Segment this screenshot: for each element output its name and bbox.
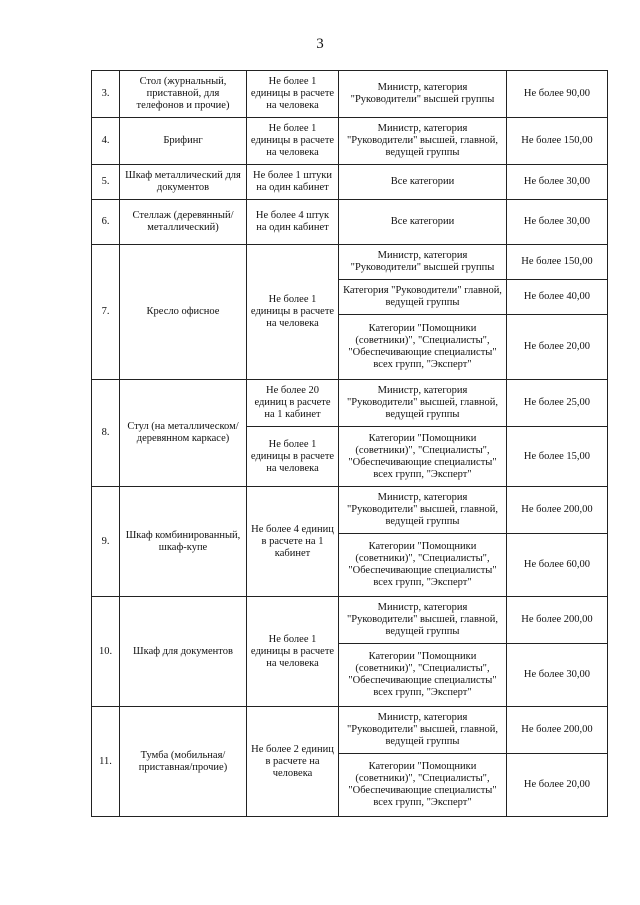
quantity-norm: Не более 1 единицы в расчете на человека — [247, 118, 339, 165]
row-number: 5. — [92, 165, 120, 200]
item-name: Кресло офисное — [120, 245, 247, 380]
price-limit: Не более 20,00 — [507, 754, 608, 817]
item-name: Брифинг — [120, 118, 247, 165]
item-name: Стол (журнальный, приставной, для телефонов и прочие) — [120, 71, 247, 118]
quantity-norm: Не более 2 единиц в расчете на человека — [247, 707, 339, 817]
price-limit: Не более 200,00 — [507, 487, 608, 534]
table-row — [92, 71, 608, 118]
table-row — [92, 597, 608, 644]
row-number: 10. — [92, 597, 120, 707]
item-name: Стул (на металлическом/деревянном каркасе) — [120, 380, 247, 487]
price-limit: Не более 60,00 — [507, 534, 608, 597]
quantity-norm: Не более 1 единицы в расчете на человека — [247, 71, 339, 118]
table-row — [92, 245, 608, 280]
employee-category: Категории "Помощники (советники)", "Специалисты", "Обеспечивающие специалисты" всех групп, "Эксперт" — [339, 315, 507, 380]
item-name: Тумба (мобильная/приставная/прочие) — [120, 707, 247, 817]
furniture-norms-table — [91, 70, 608, 817]
row-number: 7. — [92, 245, 120, 380]
quantity-norm: Не более 4 единиц в расчете на 1 кабинет — [247, 487, 339, 597]
employee-category: Министр, категория "Руководители" высшей, главной, ведущей группы — [339, 707, 507, 754]
employee-category: Категория "Руководители" главной, ведущей группы — [339, 280, 507, 315]
employee-category: Категории "Помощники (советники)", "Специалисты", "Обеспечивающие специалисты" всех групп, "Эксперт" — [339, 754, 507, 817]
quantity-norm: Не более 20 единиц в расчете на 1 кабинет — [247, 380, 339, 427]
item-name: Шкаф металлический для документов — [120, 165, 247, 200]
price-limit: Не более 25,00 — [507, 380, 608, 427]
employee-category: Министр, категория "Руководители" высшей, главной, ведущей группы — [339, 487, 507, 534]
price-limit: Не более 200,00 — [507, 707, 608, 754]
item-name: Шкаф для документов — [120, 597, 247, 707]
row-number: 4. — [92, 118, 120, 165]
quantity-norm: Не более 1 единицы в расчете на человека — [247, 245, 339, 380]
employee-category: Категории "Помощники (советники)", "Специалисты", "Обеспечивающие специалисты" всех групп, "Эксперт" — [339, 427, 507, 487]
row-number: 9. — [92, 487, 120, 597]
price-limit: Не более 20,00 — [507, 315, 608, 380]
employee-category: Все категории — [339, 200, 507, 245]
quantity-norm: Не более 1 единицы в расчете на человека — [247, 427, 339, 487]
table-row — [92, 707, 608, 754]
table-row — [92, 165, 608, 200]
price-limit: Не более 15,00 — [507, 427, 608, 487]
quantity-norm: Не более 1 единицы в расчете на человека — [247, 597, 339, 707]
employee-category: Все категории — [339, 165, 507, 200]
table-row — [92, 200, 608, 245]
row-number: 6. — [92, 200, 120, 245]
price-limit: Не более 30,00 — [507, 644, 608, 707]
price-limit: Не более 30,00 — [507, 165, 608, 200]
price-limit: Не более 90,00 — [507, 71, 608, 118]
price-limit: Не более 150,00 — [507, 245, 608, 280]
item-name: Шкаф комбинированный, шкаф-купе — [120, 487, 247, 597]
table-row — [92, 118, 608, 165]
employee-category: Министр, категория "Руководители" высшей, главной, ведущей группы — [339, 118, 507, 165]
row-number: 11. — [92, 707, 120, 817]
employee-category: Категории "Помощники (советники)", "Специалисты", "Обеспечивающие специалисты" всех групп, "Эксперт" — [339, 534, 507, 597]
price-limit: Не более 40,00 — [507, 280, 608, 315]
quantity-norm: Не более 1 штуки на один кабинет — [247, 165, 339, 200]
page-number: 3 — [316, 36, 324, 52]
row-number: 3. — [92, 71, 120, 118]
employee-category: Министр, категория "Руководители" высшей группы — [339, 71, 507, 118]
employee-category: Категории "Помощники (советники)", "Специалисты", "Обеспечивающие специалисты" всех групп, "Эксперт" — [339, 644, 507, 707]
table-row — [92, 487, 608, 534]
employee-category: Министр, категория "Руководители" высшей группы — [339, 245, 507, 280]
price-limit: Не более 200,00 — [507, 597, 608, 644]
employee-category: Министр, категория "Руководители" высшей, главной, ведущей группы — [339, 380, 507, 427]
employee-category: Министр, категория "Руководители" высшей, главной, ведущей группы — [339, 597, 507, 644]
price-limit: Не более 150,00 — [507, 118, 608, 165]
row-number: 8. — [92, 380, 120, 487]
table-row — [92, 380, 608, 427]
item-name: Стеллаж (деревянный/металлический) — [120, 200, 247, 245]
price-limit: Не более 30,00 — [507, 200, 608, 245]
quantity-norm: Не более 4 штук на один кабинет — [247, 200, 339, 245]
